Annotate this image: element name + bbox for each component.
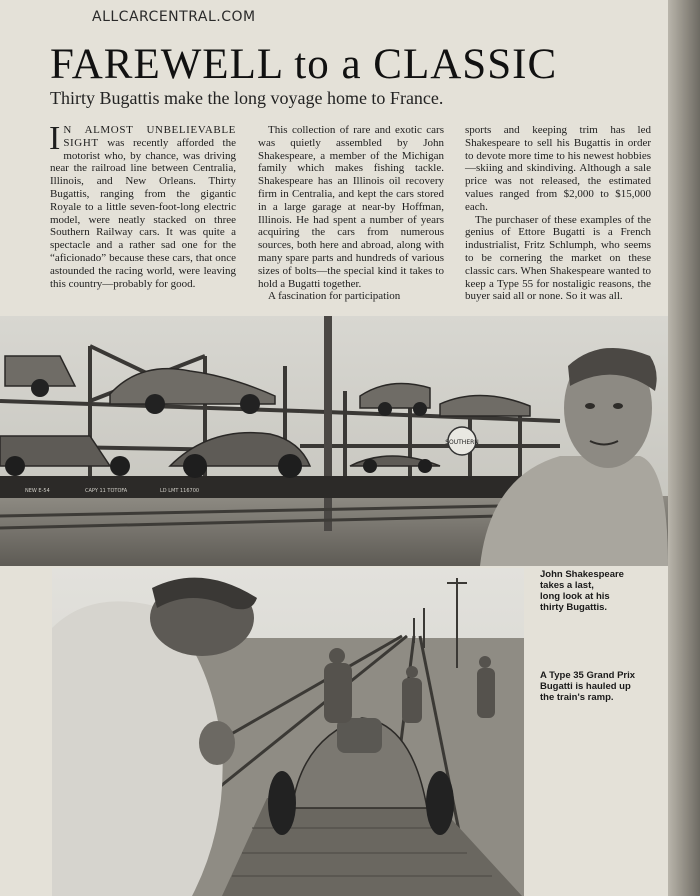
railcar-marking: LD LMT 116700 [160,488,200,494]
paragraph-text: was recently afforded the motorist who, by chance, was driving near the railroad line between Centralia, Illinois, and New Orleans. Thirty Bugattis, ranging from the gigantic Royale to a little seven-foot-long electric model, were neatly stacked on three Southern Railway cars. It was quite a spectacle and a rather sad one for the “aficionado” because these cars, that once astounded the racing world, were leaving this country—probably for good. [50,136,236,290]
caption-line: the train's ramp. [540,692,614,703]
headline: FAREWELL to a CLASSIC [50,41,558,88]
drop-cap: I [49,120,61,157]
caption-grand-prix [540,670,635,703]
subheadline: Thirty Bugattis make the long voyage home to France. [50,88,444,108]
article-paragraph: A fascination for participation [268,290,401,303]
southern-emblem-text: SOUTHERN [445,439,479,446]
caption-line: takes a last, [540,580,594,591]
article-column-2 [258,124,444,303]
page-spine-shadow [668,0,700,896]
caption-line: Bugatti is hauled up [540,681,631,692]
article-column-3 [465,124,651,303]
watermark: ALLCARCENTRAL.COM [92,9,256,25]
caption-shakespeare [540,569,624,613]
caption-line: long look at his [540,591,610,602]
railcar-marking: NEW E-54 [25,488,50,494]
article-paragraph: The purchaser of these examples of the genius of Ettore Bugatti is a French industrialist, Fritz Schlumph, who seems to be cornering the market on these classic cars. When Shakespeare wanted to keep a Type 55 for nostaligic reasons, the buyer said all or none. So it was all. [465,213,651,303]
caption-line: thirty Bugattis. [540,602,608,613]
caption-line: A Type 35 Grand Prix [540,670,636,681]
article-paragraph: sports and keeping trim has led Shakespeare to sell his Bugattis in order to devote more time to his newest hobbies—skiing and skindiving. Although a sale price was not released, the estimated values ranged from $2,000 to $15,000 each. [465,124,651,213]
article-paragraph [49,120,236,290]
article-column-1 [49,120,236,290]
article-paragraph: This collection of rare and exotic cars was quietly assembled by John Shakespeare, a member of the Michigan family which makes fishing tackle. Shakespeare has an Illinois oil recovery firm in Centralia, and kept the cars stored in a large garage at near-by Hoffman, Illinois. He had spent a number of years acquiring the cars from numerous sources, both here and abroad, along with many spare parts and hundreds of various sizes of bolts—the special kind it takes to hold a Bugatti together. [258,124,444,290]
type35-loading-photo [52,568,524,896]
railcar-bugattis-photo [0,316,668,566]
caption-line: John Shakespeare [540,569,624,580]
lead-in-caps: N ALMOST UNBELIEVABLE SIGHT [63,124,236,149]
railcar-marking: CAPY 11 TOTOFA [85,488,128,494]
